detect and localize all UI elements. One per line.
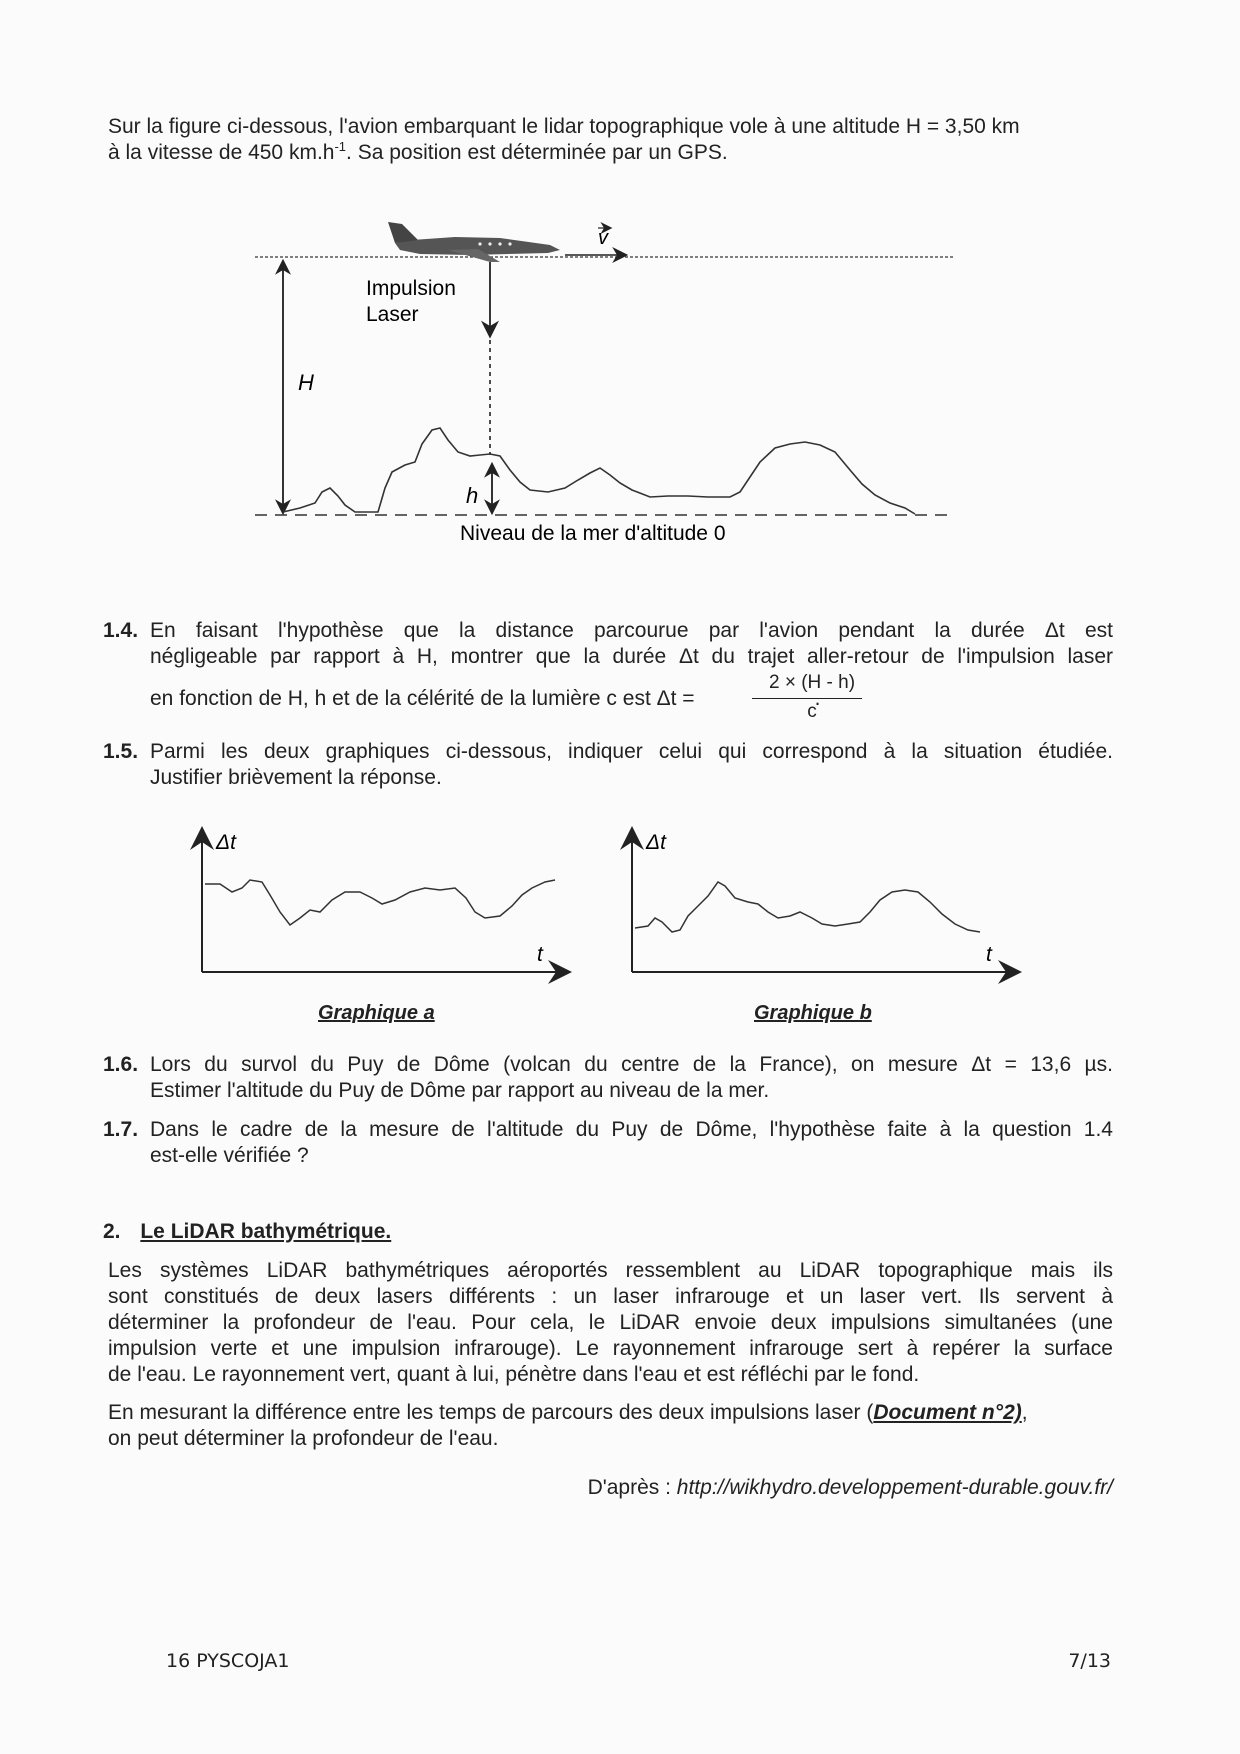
footer-page-number: 7/13 — [1068, 1650, 1111, 1672]
section-number: 2. — [103, 1220, 121, 1243]
section-2-paragraph-2 — [108, 1400, 1113, 1452]
s2-line: déterminer la profondeur de l'eau. Pour cela, le LiDAR envoie deux impulsions simultanées (une — [108, 1311, 1113, 1334]
graph-a — [202, 830, 568, 972]
graph-b-caption: Graphique b — [754, 1002, 872, 1024]
graph-a-caption: Graphique a — [318, 1002, 435, 1024]
graph-a-curve — [205, 880, 555, 925]
fraction-denominator: c — [807, 701, 817, 722]
document-reference: Document n°2) — [873, 1401, 1022, 1424]
graph-b — [632, 830, 1018, 972]
fraction-numerator: 2 × (H - h) — [768, 672, 856, 693]
fraction-bar — [752, 698, 862, 699]
lidar-figure — [0, 0, 1240, 560]
section-title: Le LiDAR bathymétrique. — [140, 1220, 392, 1243]
s2-line: sont constitués de deux lasers différents : un laser infrarouge et un laser vert. Ils servent à — [108, 1285, 1113, 1308]
q16-line-2: Estimer l'altitude du Puy de Dôme par rapport au niveau de la mer. — [150, 1079, 770, 1102]
sea-level-label: Niveau de la mer d'altitude 0 — [460, 522, 726, 545]
graph-a-y-label: Δt — [216, 831, 236, 854]
terrain-profile — [283, 428, 915, 514]
question-number: 1.4. — [103, 619, 139, 642]
s2-line: de l'eau. Le rayonnement vert, quant à lui, pénètre dans l'eau et est réfléchi par le fond. — [108, 1363, 920, 1386]
question-1-6 — [103, 1052, 1113, 1104]
graph-a-x-label: t — [537, 943, 543, 966]
altitude-H-label: H — [298, 370, 314, 395]
q15-line-1: Parmi les deux graphiques ci-dessous, indiquer celui qui correspond à la situation étudiée. — [150, 740, 1113, 763]
s2p2-line-1: En mesurant la différence entre les temps de parcours des deux impulsions laser (Document n°2), — [108, 1401, 1028, 1424]
graph-b-y-label: Δt — [646, 831, 666, 854]
section-2-paragraph-1 — [108, 1258, 1113, 1388]
question-number: 1.7. — [103, 1118, 139, 1141]
q14-line-3: en fonction de H, h et de la célérité de la lumière c est Δt = . — [150, 687, 821, 710]
laser-label: Laser — [366, 303, 419, 326]
q14-line-2: négligeable par rapport à H, montrer que la durée Δt du trajet aller-retour de l'impulsion laser — [150, 645, 1113, 668]
intro-line-2: à la vitesse de 450 $km.h^{-1}$. Sa position est déterminée par un GPS. — [108, 139, 728, 164]
source-citation — [588, 1476, 1113, 1500]
footer-code: 16 PYSCOJA1 — [166, 1650, 290, 1672]
question-1-4 — [103, 618, 1113, 712]
s2p2-line-2: on peut déterminer la profondeur de l'eau. — [108, 1427, 499, 1450]
s2-line: Les systèmes LiDAR bathymétriques aéroportés ressemblent au LiDAR topographique mais ils — [108, 1259, 1113, 1282]
airplane-icon — [388, 222, 560, 262]
velocity-label: v — [598, 227, 608, 249]
terrain-h-label: h — [466, 483, 479, 508]
question-number: 1.6. — [103, 1053, 139, 1076]
question-1-5 — [103, 739, 1113, 791]
q17-line-2: est-elle vérifiée ? — [150, 1144, 309, 1167]
intro-line-1: Sur la figure ci-dessous, l'avion embarquant le lidar topographique vole à une altitude H = 3,50 km — [108, 115, 1020, 138]
graph-b-x-label: t — [986, 943, 992, 966]
s2-line: impulsion verte et une impulsion infrarouge). Le rayonnement infrarouge sert à repérer la surface — [108, 1337, 1113, 1360]
q15-line-2: Justifier brièvement la réponse. — [150, 766, 442, 789]
graph-b-curve — [635, 882, 980, 932]
graphs-figure — [0, 800, 1240, 1040]
q16-line-1: Lors du survol du Puy de Dôme (volcan du centre de la France), on mesure Δt = 13,6 µs. — [150, 1053, 1113, 1076]
source-prefix: D'après : — [587, 1476, 671, 1499]
q17-line-1: Dans le cadre de la mesure de l'altitude du Puy de Dôme, l'hypothèse faite à la question 1.4 — [150, 1118, 1113, 1141]
q14-line-1: En faisant l'hypothèse que la distance parcourue par l'avion pendant la durée Δt est — [150, 619, 1113, 642]
question-number: 1.5. — [103, 740, 139, 763]
impulsion-label: Impulsion — [366, 277, 456, 300]
section-2-heading — [103, 1220, 391, 1244]
source-url: http://wikhydro.developpement-durable.gouv.fr/ — [676, 1476, 1113, 1499]
question-1-7 — [103, 1117, 1113, 1169]
